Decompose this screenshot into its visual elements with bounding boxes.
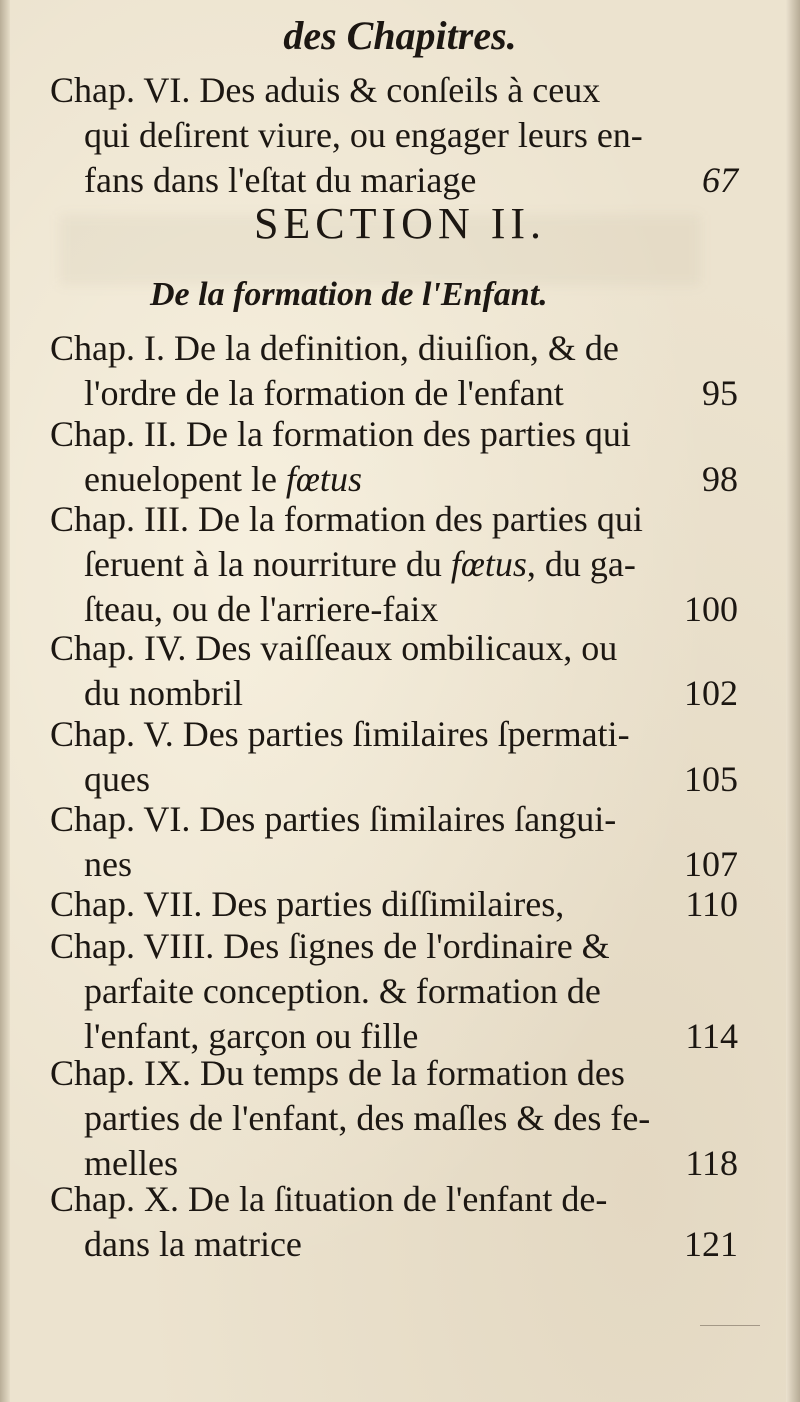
page-number: 102 — [684, 673, 738, 713]
toc-entry — [50, 882, 738, 927]
entry-text: Chap. VI. Des parties ſimilaires ſangui- — [50, 799, 617, 839]
entry-text: Chap. VIII. Des ſignes de l'ordinaire & — [50, 926, 610, 966]
section-title: SECTION II. — [253, 199, 547, 248]
entry-line — [50, 457, 738, 502]
entry-text: Chap. IV. Des vaiſſeaux ombilicaux, ou — [50, 628, 618, 668]
entry-text: parties de l'enfant, des maſles & des fe- — [84, 1098, 651, 1138]
entry-line — [50, 1177, 738, 1222]
toc-entry — [50, 412, 738, 502]
entry-text: du nombril — [84, 673, 243, 713]
toc-entry — [50, 497, 738, 632]
entry-text: Chap. I. De la definition, diuiſion, & de — [50, 328, 619, 368]
toc-entry — [50, 626, 738, 716]
page-number: 95 — [702, 373, 738, 413]
entry-text: Chap. V. Des parties ſimilaires ſpermati- — [50, 714, 630, 754]
page-smudge — [700, 1325, 760, 1332]
entry-text: nes — [84, 844, 132, 884]
entry-line — [50, 882, 738, 927]
entry-text: l'ordre de la formation de l'enfant — [84, 373, 564, 413]
entry-line — [50, 542, 738, 587]
entry-line — [50, 412, 738, 457]
entry-text: Chap. VI. Des aduis & conſeils à ceux — [50, 70, 601, 110]
page-number: 105 — [684, 759, 738, 799]
entry-text: enuelopent le fœtus — [84, 459, 362, 499]
page-number: 121 — [684, 1224, 738, 1264]
entry-line — [50, 371, 738, 416]
entry-line — [50, 757, 738, 802]
entry-line — [50, 671, 738, 716]
entry-text: Chap. III. De la formation des parties qui — [50, 499, 643, 539]
entry-line — [50, 113, 738, 158]
entry-line — [50, 1096, 738, 1141]
entry-line — [50, 969, 738, 1014]
entry-text: l'enfant, garçon ou fille — [84, 1016, 419, 1056]
entry-text: fans dans l'eſtat du mariage — [84, 160, 477, 200]
page-number: 107 — [684, 844, 738, 884]
entry-line — [50, 158, 738, 203]
entry-text: qui deſirent viure, ou engager leurs en- — [84, 115, 643, 155]
page-number: 98 — [702, 459, 738, 499]
entry-text: ques — [84, 759, 150, 799]
entry-line — [50, 712, 738, 757]
entry-text: Chap. X. De la ſituation de l'enfant de- — [50, 1179, 608, 1219]
entry-text: melles — [84, 1143, 178, 1183]
section-subtitle: De la formation de l'Enfant. — [150, 276, 548, 313]
entry-line — [50, 1222, 738, 1267]
toc-entry — [50, 712, 738, 802]
entry-line — [50, 924, 738, 969]
entry-line — [50, 842, 738, 887]
page-number: 67 — [702, 160, 738, 200]
entry-line — [50, 68, 738, 113]
entry-line — [50, 1051, 738, 1096]
entry-line — [50, 626, 738, 671]
toc-entry — [50, 68, 738, 203]
page-number: 100 — [684, 589, 738, 629]
entry-text: Chap. IX. Du temps de la formation des — [50, 1053, 625, 1093]
entry-text: dans la matrice — [84, 1224, 302, 1264]
page-number: 110 — [685, 884, 738, 924]
entry-text: ſteau, ou de l'arriere-faix — [84, 589, 439, 629]
entry-line — [50, 797, 738, 842]
toc-entry — [50, 797, 738, 887]
entry-line — [50, 497, 738, 542]
entry-text: parfaite conception. & formation de — [84, 971, 601, 1011]
toc-entry — [50, 326, 738, 416]
entry-text: ſeruent à la nourriture du fœtus, du ga- — [84, 544, 636, 584]
toc-entry — [50, 924, 738, 1059]
page-number: 118 — [685, 1143, 738, 1183]
entry-line — [50, 326, 738, 371]
entry-text: Chap. VII. Des parties diſſimilaires, — [50, 884, 565, 924]
page-number: 114 — [685, 1016, 738, 1056]
running-head: des Chapitres. — [283, 13, 517, 58]
toc-entry — [50, 1051, 738, 1186]
entry-text: Chap. II. De la formation des parties qui — [50, 414, 631, 454]
toc-entry — [50, 1177, 738, 1267]
